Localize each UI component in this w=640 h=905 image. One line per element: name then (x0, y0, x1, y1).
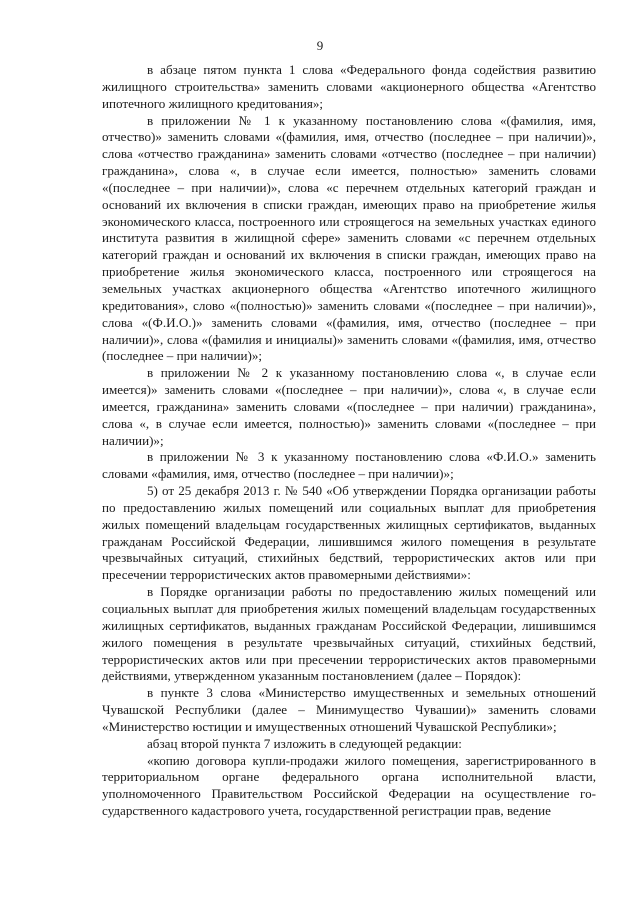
paragraph-2: в приложении № 1 к указанному постановлению слова «(фамилия, имя, отчество)» заменить словами «(фамилия, имя, отчество (последнее – при наличии)», слова «отчество гражданина» заменить словами «отчество (последнее – при наличии) гражданина», слова «, в случае если имеется, полностью» заменить словами «(последнее – при наличии)», слова «с перечнем отдельных категорий граждан и оснований их включения в списки граждан, имеющих право на приобретение жилья экономического класса, построенного или строящегося на земельных участках единого института развития в жилищной сфере» заменить словами «с перечнем отдельных категорий граждан и оснований их включения в списки граждан, имеющих право на приобретение жилья экономического класса, построенного или строящегося на земельных участках акционерного общества «Агентство ипотечного жилищного кредитования», слово «(полностью)» заменить словами «(последнее – при наличии)», слова «(Ф.И.О.)» заменить словами «(фамилия, имя, отчество (последнее – при наличии)», слова «(фамилия и инициалы)» заменить словами «(фамилия, имя, отчество (последнее – при наличии)»; (102, 112, 596, 364)
paragraph-7: в пункте 3 слова «Министерство имущественных и земельных отношений Чувашской Республики (далее – Минимущество Чувашии)» заменить словами «Министерство юстиции и имущественных отношений Чувашской Республики»; (102, 685, 596, 734)
paragraph-6: в Порядке организации работы по предоставлению жилых помещений или социальных выплат для приобретения жилых помещений владельцам государственных жилищных сертификатов, выданных гражданам Российской Федерации, лишившимся жилого помещения в результате чрезвычайных ситуаций, стихийных бедствий, террористических актов или при пресечении террористических актов правомерными действиями, утвержденном указанным постановлением (далее – Порядок): (102, 584, 596, 684)
paragraph-9: «копию договора купли-продажи жилого помещения, зарегистрированного в территориальном органе федерального органа исполнительной власти, уполномоченного Правительством Российской Федерации на осуществление государственного кадастрового учета, государственной регистрации прав, ведение (102, 752, 596, 819)
paragraph-1: в абзаце пятом пункта 1 слова «Федерального фонда содействия развитию жилищного строительства» заменить словами «акционерного общества «Агентство ипотечного жилищного кредитования»; (102, 62, 596, 111)
paragraph-5: 5) от 25 декабря 2013 г. № 540 «Об утверждении Порядка организации работы по предоставлению жилых помещений или социальных выплат для приобретения жилых помещений владельцам государственных жилищных сертификатов, выданных гражданам Российской Федерации, лишившимся жилого помещения в результате чрезвычайных ситуаций, стихийных бедствий, террористических актов или при пресечении террористических актов правомерными действиями»: (102, 483, 596, 583)
paragraph-3: в приложении № 2 к указанному постановлению слова «, в случае если имеется)» заменить словами «(последнее – при наличии)», слова «, в случае если имеется, гражданина» заменить словами «(последнее – при наличии) гражданина», слова «, в случае если имеется, полностью)» заменить словами «(последнее – при наличии)»; (102, 365, 596, 448)
paragraph-8: абзац второй пункта 7 изложить в следующей редакции: (147, 735, 462, 751)
paragraph-4: в приложении № 3 к указанному постановлению слова «Ф.И.О.» заменить словами «фамилия, имя, отчество (последнее – при наличии)»; (102, 449, 596, 482)
document-body (102, 62, 596, 820)
page-number: 9 (316, 38, 324, 53)
